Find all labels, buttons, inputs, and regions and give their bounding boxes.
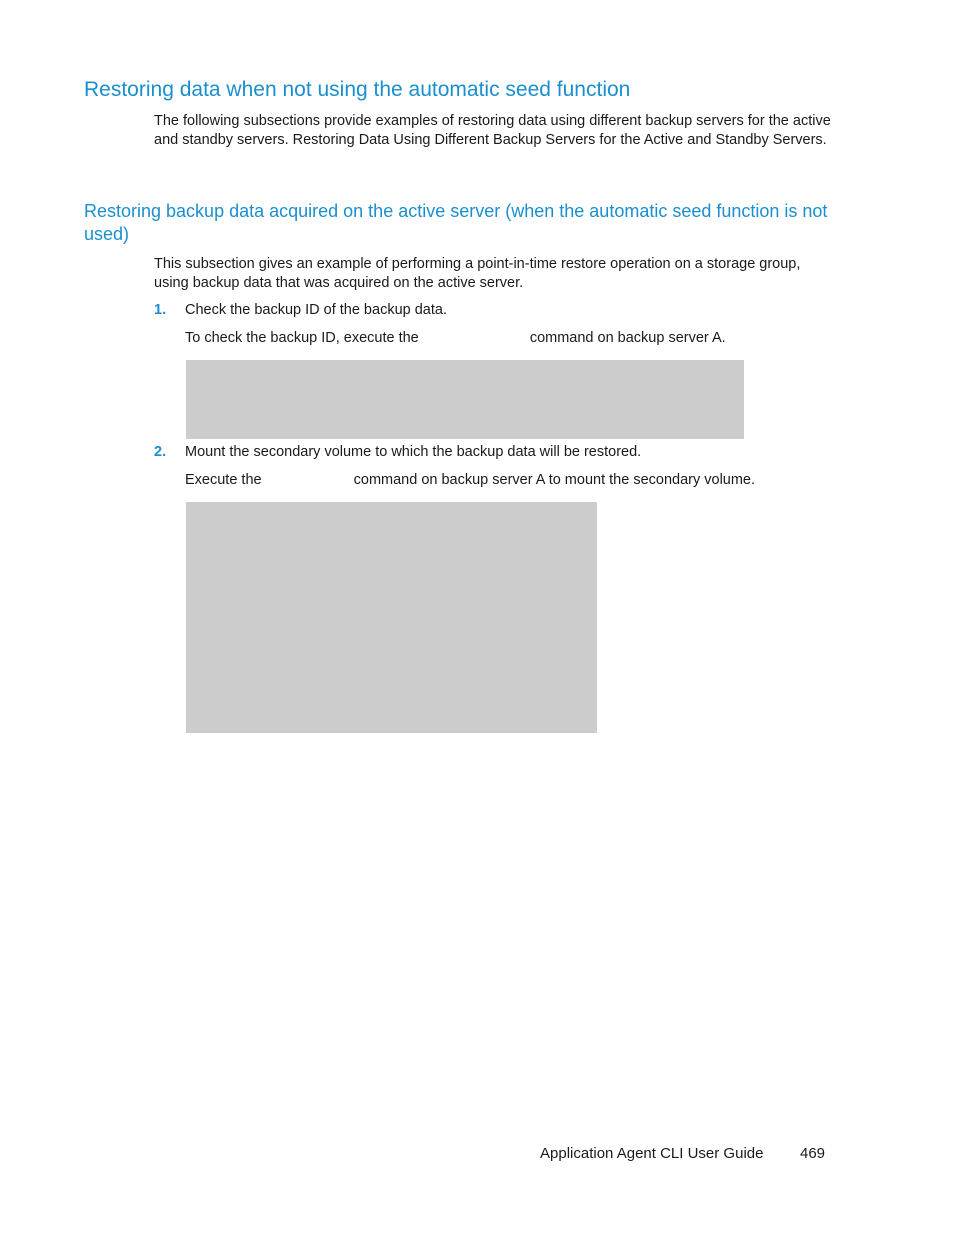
instruction-after: command on backup server A. <box>529 330 726 346</box>
footer-page-number: 469 <box>800 1145 826 1162</box>
subsection-intro-paragraph: This subsection gives an example of performing a point-in-time restore operation on a storage group, using backup data that was acquired on the active server. <box>154 256 801 291</box>
step-number: 1. <box>154 302 167 318</box>
step-1-instruction <box>185 329 726 348</box>
instruction-before: Execute the <box>185 472 262 488</box>
section-heading: Restoring data when not using the automatic seed function <box>84 78 631 101</box>
step-text: Check the backup ID of the backup data. <box>185 302 447 318</box>
subsection-heading: Restoring backup data acquired on the active server (when the automatic seed function is not used) <box>84 201 828 244</box>
instruction-before: To check the backup ID, execute the <box>185 330 419 346</box>
code-block <box>186 360 744 439</box>
step-number: 2. <box>154 444 167 460</box>
code-block <box>186 502 597 733</box>
step-text: Mount the secondary volume to which the backup data will be restored. <box>185 444 642 460</box>
section-intro-paragraph: The following subsections provide examples of restoring data using different backup servers for the active and standby servers. Restoring Data Using Different Backup Servers for the Active and Standby Servers. <box>154 113 831 148</box>
footer-guide-title: Application Agent CLI User Guide <box>540 1145 764 1162</box>
step-2-instruction <box>185 471 755 490</box>
instruction-after: command on backup server A to mount the secondary volume. <box>353 472 756 488</box>
